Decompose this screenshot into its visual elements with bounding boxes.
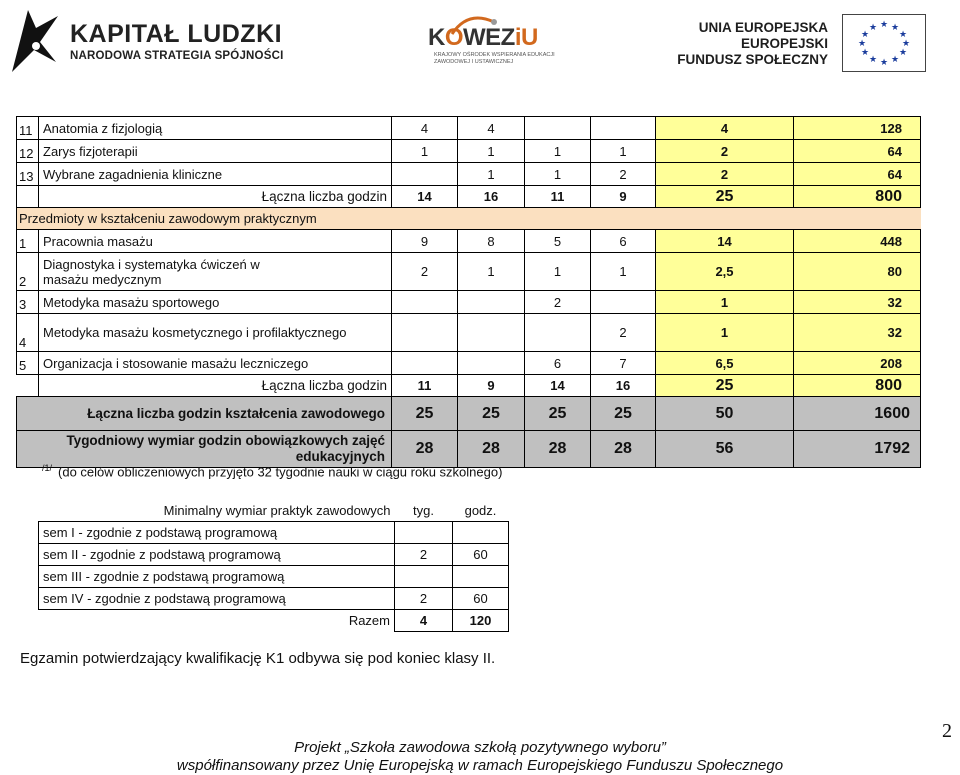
row-c4: 1 — [591, 253, 656, 291]
row-sum: 1 — [656, 291, 794, 314]
practice-total-label: Razem — [348, 613, 390, 629]
row-c2 — [458, 314, 525, 352]
footer-line-1: Projekt „Szkoła zawodowa szkołą pozytywnego wyboru” — [294, 739, 666, 756]
row-hours: 448 — [794, 230, 921, 253]
sum-label: Łączna liczba godzin — [39, 375, 392, 397]
svg-text:★: ★ — [868, 23, 878, 33]
row-hours: 64 — [794, 140, 921, 163]
row-c3: 6 — [525, 352, 591, 375]
sum-c4: 16 — [591, 375, 656, 397]
weekly-c1: 28 — [392, 431, 458, 468]
weekly-c3: 28 — [525, 431, 591, 468]
sum-hours: 800 — [794, 186, 921, 208]
row-hours: 208 — [794, 352, 921, 375]
row-c3: 1 — [525, 253, 591, 291]
svg-text:★: ★ — [860, 48, 870, 58]
practice-row-godz — [453, 566, 509, 588]
row-lp: 12 — [17, 140, 39, 163]
practice-row-label: sem II - zgodnie z podstawą programową — [39, 544, 395, 566]
page-number: 2 — [942, 720, 952, 742]
row-c1 — [392, 352, 458, 375]
row-hours: 32 — [794, 291, 921, 314]
row-c1: 1 — [392, 140, 458, 163]
sum-c3: 11 — [525, 186, 591, 208]
sum-row — [17, 375, 921, 397]
total-row-education — [17, 397, 921, 431]
row-c2: 1 — [458, 163, 525, 186]
row-subject: Pracownia masażu — [39, 230, 392, 253]
practice-row-tyg: 2 — [395, 588, 453, 610]
row-c1: 4 — [392, 117, 458, 140]
empty-cell — [17, 375, 39, 397]
total-c3: 25 — [525, 397, 591, 431]
weekly-hours: 1792 — [794, 431, 921, 468]
practice-row-godz — [453, 522, 509, 544]
row-lp: 2 — [17, 253, 39, 291]
row-c4: 6 — [591, 230, 656, 253]
practice-row — [39, 566, 509, 588]
eu-line-2: EUROPEJSKI — [740, 36, 828, 51]
sum-c1: 11 — [392, 375, 458, 397]
svg-text:★: ★ — [857, 39, 867, 49]
row-lp: 3 — [17, 291, 39, 314]
kapital-ludzki-logo — [6, 6, 306, 76]
row-c4: 7 — [591, 352, 656, 375]
row-c3: 2 — [525, 291, 591, 314]
sum-label: Łączna liczba godzin — [39, 186, 392, 208]
star-logo-icon — [6, 6, 64, 76]
row-c4: 1 — [591, 140, 656, 163]
practice-row-godz: 60 — [453, 588, 509, 610]
practice-header-row — [39, 500, 509, 522]
row-lp: 13 — [17, 163, 39, 186]
section-row — [17, 208, 921, 230]
row-sum: 2,5 — [656, 253, 794, 291]
practice-table — [38, 500, 509, 632]
sum-c3: 14 — [525, 375, 591, 397]
total-c2: 25 — [458, 397, 525, 431]
row-hours: 128 — [794, 117, 921, 140]
total-row-weekly — [17, 431, 921, 468]
row-c3: 5 — [525, 230, 591, 253]
row-c1 — [392, 291, 458, 314]
table-row — [17, 230, 921, 253]
svg-text:★: ★ — [901, 39, 911, 49]
total-hours: 1600 — [794, 397, 921, 431]
weekly-c2: 28 — [458, 431, 525, 468]
footer-line-2: współfinansowany przez Unię Europejską w ramach Europejskiego Funduszu Społecznego — [176, 757, 784, 774]
svg-text:★: ★ — [879, 20, 889, 30]
row-sum: 4 — [656, 117, 794, 140]
svg-text:★: ★ — [890, 55, 900, 65]
row-sum: 1 — [656, 314, 794, 352]
row-sum: 14 — [656, 230, 794, 253]
weekly-label-line1: Tygodniowy wymiar godzin obowiązkowych zajęć — [66, 433, 385, 448]
kowezu-title: KOWEZiU — [428, 24, 538, 51]
practice-total-row — [39, 610, 509, 632]
curriculum-table — [16, 116, 921, 468]
row-c1 — [392, 314, 458, 352]
svg-text:★: ★ — [890, 23, 900, 33]
eu-flag-icon — [842, 14, 926, 72]
sum-c2: 9 — [458, 375, 525, 397]
sum-total: 25 — [656, 375, 794, 397]
eu-line-1: UNIA EUROPEJSKA — [698, 20, 828, 35]
row-c2 — [458, 291, 525, 314]
svg-text:★: ★ — [860, 30, 870, 40]
practice-row-tyg — [395, 566, 453, 588]
row-sum: 6,5 — [656, 352, 794, 375]
total-sum: 50 — [656, 397, 794, 431]
row-c1 — [392, 163, 458, 186]
practice-row — [39, 544, 509, 566]
row-subject: Organizacja i stosowanie masażu leczniczego — [39, 352, 392, 375]
footnote — [42, 463, 502, 479]
practice-total-godz: 120 — [453, 610, 509, 632]
row-c2: 1 — [458, 140, 525, 163]
table-row — [17, 253, 921, 291]
row-subject: Zarys fizjoterapii — [39, 140, 392, 163]
practice-row — [39, 588, 509, 610]
row-lp: 5 — [17, 352, 39, 375]
sum-row — [17, 186, 921, 208]
row-c3: 1 — [525, 163, 591, 186]
table-row — [17, 117, 921, 140]
practice-row-label: sem IV - zgodnie z podstawą programową — [39, 588, 395, 610]
practice-row-label: sem I - zgodnie z podstawą programową — [39, 522, 395, 544]
weekly-c4: 28 — [591, 431, 656, 468]
eu-line-3: FUNDUSZ SPOŁECZNY — [677, 52, 828, 67]
row-subject: Metodyka masażu sportowego — [39, 291, 392, 314]
practice-row-tyg: 2 — [395, 544, 453, 566]
weekly-sum: 56 — [656, 431, 794, 468]
svg-text:★: ★ — [898, 30, 908, 40]
row-lp: 1 — [17, 230, 39, 253]
practice-row-label: sem III - zgodnie z podstawą programową — [39, 566, 395, 588]
sum-c1: 14 — [392, 186, 458, 208]
eu-logo — [677, 14, 928, 74]
practice-header-tyg: tyg. — [413, 503, 434, 518]
row-c2 — [458, 352, 525, 375]
row-c1: 2 — [392, 253, 458, 291]
row-c2: 4 — [458, 117, 525, 140]
sum-c2: 16 — [458, 186, 525, 208]
weekly-label — [17, 431, 392, 468]
row-sum: 2 — [656, 140, 794, 163]
page-header — [0, 0, 960, 82]
row-c4: 2 — [591, 314, 656, 352]
exam-note: Egzamin potwierdzający kwalifikację K1 odbywa się pod koniec klasy II. — [20, 650, 496, 667]
weekly-label-line2: edukacyjnych — [295, 449, 385, 464]
practice-row-godz: 60 — [453, 544, 509, 566]
eu-text — [677, 20, 828, 68]
row-c2: 1 — [458, 253, 525, 291]
empty-cell — [17, 186, 39, 208]
row-c4: 2 — [591, 163, 656, 186]
row-lp: 11 — [17, 117, 39, 140]
row-hours: 80 — [794, 253, 921, 291]
row-subject: Diagnostyka i systematyka ćwiczeń w masażu medycznym — [39, 253, 392, 291]
row-subject: Metodyka masażu kosmetycznego i profilaktycznego — [39, 314, 392, 352]
svg-text:★: ★ — [898, 48, 908, 58]
row-c4 — [591, 291, 656, 314]
row-c1: 9 — [392, 230, 458, 253]
row-c4 — [591, 117, 656, 140]
sum-total: 25 — [656, 186, 794, 208]
row-c3: 1 — [525, 140, 591, 163]
row-c2: 8 — [458, 230, 525, 253]
total-c1: 25 — [392, 397, 458, 431]
row-hours: 32 — [794, 314, 921, 352]
kowezu-subtitle: KRAJOWY OŚRODEK WSPIERANIA EDUKACJI ZAWODOWEJ I USTAWICZNEJ — [434, 52, 555, 65]
table-row — [17, 352, 921, 375]
row-lp: 4 — [17, 314, 39, 352]
sum-c4: 9 — [591, 186, 656, 208]
row-c3 — [525, 117, 591, 140]
row-sum: 2 — [656, 163, 794, 186]
practice-header-label: Minimalny wymiar praktyk zawodowych — [163, 503, 391, 518]
practice-header-godz: godz. — [464, 503, 497, 518]
kl-subtitle: NARODOWA STRATEGIA SPÓJNOŚCI — [70, 50, 284, 62]
practice-row — [39, 522, 509, 544]
section-title: Przedmioty w kształceniu zawodowym praktycznym — [17, 208, 921, 230]
table-row — [17, 140, 921, 163]
table-row — [17, 291, 921, 314]
total-c4: 25 — [591, 397, 656, 431]
row-subject: Wybrane zagadnienia kliniczne — [39, 163, 392, 186]
kl-title: KAPITAŁ LUDZKI — [70, 20, 283, 48]
row-hours: 64 — [794, 163, 921, 186]
row-c3 — [525, 314, 591, 352]
svg-text:★: ★ — [879, 58, 889, 68]
footnote-mark: /1/ — [42, 463, 53, 473]
svg-text:★: ★ — [868, 55, 878, 65]
footnote-text: (do celów obliczeniowych przyjęto 32 tygodnie nauki w ciągu roku szkolnego) — [58, 464, 503, 480]
sum-hours: 800 — [794, 375, 921, 397]
total-label: Łączna liczba godzin kształcenia zawodowego — [17, 397, 392, 431]
practice-row-tyg — [395, 522, 453, 544]
row-subject: Anatomia z fizjologią — [39, 117, 392, 140]
table-row — [17, 163, 921, 186]
table-row — [17, 314, 921, 352]
practice-total-tyg: 4 — [395, 610, 453, 632]
kowezu-logo — [428, 12, 568, 72]
